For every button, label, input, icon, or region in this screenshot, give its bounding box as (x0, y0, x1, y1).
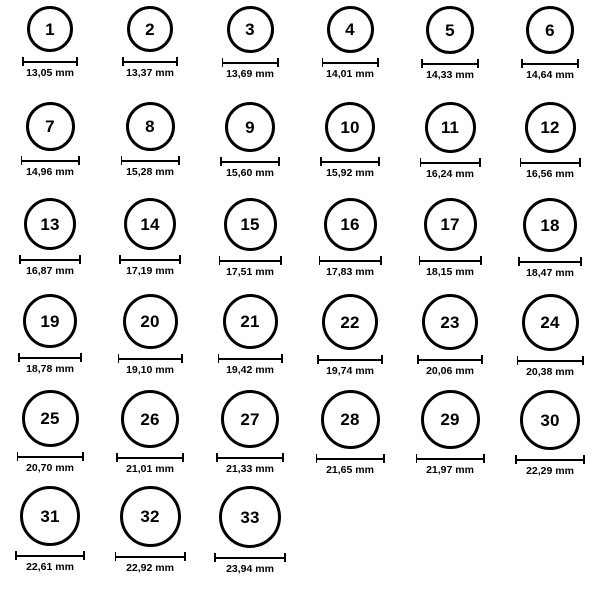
dimension-line (416, 454, 485, 462)
ring-circle (124, 198, 176, 250)
diameter-label: 13,69 mm (226, 68, 274, 80)
dimension-tick-left (216, 453, 218, 462)
ring-size-cell (300, 390, 400, 486)
ring-circle (327, 6, 374, 53)
dimension-tick-left (116, 453, 118, 462)
dimension-line (17, 452, 84, 460)
dimension-bar (219, 260, 282, 262)
dimension-bar (18, 357, 82, 359)
ring-size-label: 15 (240, 215, 260, 234)
ring-circle (522, 294, 579, 351)
dimension-line (222, 58, 279, 66)
dimension-bar (521, 63, 579, 65)
ring-circle (22, 390, 79, 447)
ring-size-cell (100, 102, 200, 198)
dimension-tick-left (222, 58, 224, 67)
dimension-line (220, 157, 280, 165)
diameter-label: 21,97 mm (426, 464, 474, 476)
ring-circle (224, 198, 277, 251)
dimension-line (521, 59, 579, 67)
ring-size-label: 16 (340, 215, 360, 234)
ring-circle (322, 294, 378, 350)
diameter-label: 17,83 mm (326, 266, 374, 278)
ring-size-label: 22 (340, 312, 360, 332)
dimension-tick-right (380, 256, 382, 265)
dimension-tick-left (417, 355, 419, 364)
ring-size-label: 18 (540, 215, 560, 235)
dimension-tick-left (316, 454, 318, 463)
ring-size-cell (500, 198, 600, 294)
dimension-tick-right (381, 355, 383, 364)
dimension-tick-right (79, 255, 81, 264)
dimension-bar (115, 556, 186, 558)
dimension-tick-right (579, 158, 581, 167)
ring-circle (324, 198, 377, 251)
ring-size-cell (100, 486, 200, 582)
dimension-bar (116, 457, 184, 459)
dimension-line (119, 255, 181, 263)
ring-size-label: 5 (445, 20, 455, 40)
diameter-label: 14,33 mm (426, 69, 474, 81)
ring-size-cell (300, 102, 400, 198)
ring-circle (426, 6, 474, 54)
dimension-tick-right (582, 356, 584, 365)
ring-circle (520, 390, 580, 450)
dimension-tick-left (521, 59, 523, 68)
ring-circle (20, 486, 80, 546)
ring-circle (120, 486, 181, 547)
ring-size-cell (100, 198, 200, 294)
diameter-label: 14,64 mm (526, 69, 574, 81)
ring-circle (523, 198, 577, 252)
dimension-tick-right (280, 256, 282, 265)
ring-size-cell (100, 390, 200, 486)
ring-circle (26, 102, 75, 151)
dimension-tick-right (583, 455, 585, 464)
dimension-tick-left (322, 58, 324, 67)
dimension-tick-right (78, 156, 80, 165)
ring-size-label: 10 (340, 117, 360, 137)
dimension-tick-right (480, 256, 482, 265)
ring-circle (227, 6, 274, 53)
dimension-tick-left (214, 553, 216, 562)
dimension-line (214, 553, 286, 561)
ring-circle (526, 6, 574, 54)
dimension-line (21, 156, 80, 164)
ring-circle (24, 198, 76, 250)
dimension-tick-left (317, 355, 319, 364)
dimension-bar (119, 259, 181, 261)
dimension-line (121, 156, 180, 164)
dimension-tick-left (416, 454, 418, 463)
diameter-label: 18,47 mm (526, 267, 574, 279)
dimension-bar (22, 61, 78, 63)
dimension-bar (15, 555, 85, 557)
dimension-line (515, 455, 585, 463)
dimension-bar (417, 359, 483, 361)
ring-size-label: 17 (440, 215, 460, 234)
ring-size-cell (0, 294, 100, 390)
dimension-tick-right (479, 158, 481, 167)
dimension-tick-right (481, 355, 483, 364)
dimension-bar (214, 557, 286, 559)
ring-size-cell (400, 198, 500, 294)
dimension-bar (416, 458, 485, 460)
diameter-label: 15,92 mm (326, 167, 374, 179)
ring-size-label: 32 (140, 507, 160, 526)
dimension-tick-left (19, 255, 21, 264)
ring-size-cell (300, 294, 400, 390)
dimension-bar (421, 63, 479, 65)
ring-circle (424, 198, 477, 251)
dimension-tick-right (577, 59, 579, 68)
ring-size-label: 11 (440, 118, 460, 137)
diameter-label: 14,01 mm (326, 68, 374, 80)
ring-size-cell (0, 390, 100, 486)
ring-size-cell (0, 6, 100, 102)
dimension-tick-right (76, 57, 78, 66)
dimension-bar (518, 261, 582, 263)
diameter-label: 13,37 mm (126, 67, 174, 79)
diameter-label: 13,05 mm (26, 67, 74, 79)
dimension-bar (317, 359, 383, 361)
diameter-label: 17,51 mm (226, 266, 274, 278)
dimension-bar (118, 358, 183, 360)
dimension-tick-left (220, 157, 222, 166)
diameter-label: 19,10 mm (126, 364, 174, 376)
dimension-line (218, 354, 283, 362)
dimension-tick-left (320, 157, 322, 166)
ring-size-cell (400, 294, 500, 390)
dimension-tick-left (121, 156, 123, 165)
dimension-tick-right (378, 157, 380, 166)
dimension-tick-left (520, 158, 522, 167)
dimension-tick-right (282, 453, 284, 462)
dimension-bar (420, 162, 481, 164)
diameter-label: 19,42 mm (226, 364, 274, 376)
ring-size-label: 27 (240, 409, 260, 429)
dimension-tick-right (483, 454, 485, 463)
dimension-tick-left (218, 354, 220, 363)
ring-circle (425, 102, 476, 153)
ring-size-cell (400, 390, 500, 486)
dimension-bar (520, 162, 581, 164)
dimension-tick-left (419, 256, 421, 265)
dimension-tick-left (219, 256, 221, 265)
ring-size-label: 9 (245, 117, 255, 137)
diameter-label: 22,92 mm (126, 562, 174, 574)
ring-circle (127, 6, 173, 52)
ring-size-cell (400, 102, 500, 198)
ring-size-label: 24 (540, 313, 560, 332)
ring-size-label: 14 (140, 214, 160, 234)
dimension-tick-right (377, 58, 379, 67)
ring-size-label: 6 (545, 20, 555, 40)
dimension-tick-right (184, 552, 186, 561)
dimension-bar (19, 259, 81, 261)
dimension-bar (316, 458, 385, 460)
dimension-bar (517, 360, 584, 362)
dimension-line (122, 57, 178, 65)
dimension-tick-right (178, 156, 180, 165)
dimension-line (417, 355, 483, 363)
diameter-label: 17,19 mm (126, 265, 174, 277)
ring-size-cell (200, 6, 300, 102)
dimension-line (22, 57, 78, 65)
dimension-bar (322, 62, 379, 64)
dimension-line (19, 255, 81, 263)
ring-circle (325, 102, 375, 152)
dimension-line (320, 157, 380, 165)
ring-size-cell (500, 390, 600, 486)
ring-size-label: 7 (45, 117, 55, 136)
diameter-label: 16,87 mm (26, 265, 74, 277)
ring-size-cell (400, 6, 500, 102)
ring-size-label: 31 (40, 506, 60, 526)
dimension-bar (122, 61, 178, 63)
dimension-bar (218, 358, 283, 360)
ring-size-label: 29 (440, 410, 460, 429)
diameter-label: 22,29 mm (526, 465, 574, 477)
dimension-tick-right (383, 454, 385, 463)
diameter-label: 14,96 mm (26, 166, 74, 178)
ring-size-cell (200, 198, 300, 294)
ring-size-cell (300, 6, 400, 102)
ring-size-label: 13 (40, 214, 60, 234)
dimension-tick-right (83, 551, 85, 560)
dimension-tick-right (277, 58, 279, 67)
ring-size-cell (0, 198, 100, 294)
dimension-line (420, 158, 481, 166)
ring-circle (422, 294, 478, 350)
ring-size-label: 1 (45, 19, 55, 39)
ring-size-label: 2 (145, 19, 155, 39)
dimension-tick-right (80, 353, 82, 362)
dimension-tick-right (179, 255, 181, 264)
dimension-bar (220, 161, 280, 163)
dimension-tick-right (176, 57, 178, 66)
dimension-line (316, 454, 385, 462)
diameter-label: 16,56 mm (526, 168, 574, 180)
ring-circle (421, 390, 480, 449)
dimension-tick-left (22, 57, 24, 66)
dimension-bar (319, 260, 382, 262)
dimension-tick-right (82, 452, 84, 461)
dimension-line (419, 256, 482, 264)
dimension-line (322, 58, 379, 66)
dimension-bar (320, 161, 380, 163)
dimension-tick-left (119, 255, 121, 264)
ring-size-cell (200, 390, 300, 486)
dimension-tick-right (580, 257, 582, 266)
dimension-tick-right (281, 354, 283, 363)
dimension-tick-left (518, 257, 520, 266)
diameter-label: 20,06 mm (426, 365, 474, 377)
dimension-tick-left (319, 256, 321, 265)
ring-circle (321, 390, 380, 449)
ring-size-label: 4 (345, 20, 355, 39)
dimension-bar (21, 160, 80, 162)
ring-size-cell (500, 102, 600, 198)
dimension-line (520, 158, 581, 166)
ring-circle (23, 294, 77, 348)
dimension-line (517, 356, 584, 364)
dimension-line (15, 551, 85, 559)
ring-circle (219, 486, 281, 548)
dimension-line (115, 552, 186, 560)
dimension-tick-right (477, 59, 479, 68)
ring-size-cell (0, 486, 100, 582)
dimension-line (18, 353, 82, 361)
ring-size-label: 3 (245, 20, 255, 39)
dimension-tick-left (18, 353, 20, 362)
dimension-bar (515, 459, 585, 461)
ring-circle (225, 102, 275, 152)
dimension-line (116, 453, 184, 461)
dimension-tick-right (284, 553, 286, 562)
dimension-bar (419, 260, 482, 262)
dimension-line (118, 354, 183, 362)
dimension-tick-left (17, 452, 19, 461)
dimension-tick-right (278, 157, 280, 166)
ring-size-cell (200, 294, 300, 390)
ring-size-label: 28 (340, 410, 360, 429)
ring-circle (126, 102, 175, 151)
dimension-line (518, 257, 582, 265)
dimension-line (219, 256, 282, 264)
dimension-tick-right (182, 453, 184, 462)
ring-size-cell (300, 198, 400, 294)
diameter-label: 15,28 mm (126, 166, 174, 178)
ring-size-label: 20 (140, 312, 160, 331)
ring-size-label: 23 (440, 312, 460, 332)
dimension-tick-left (517, 356, 519, 365)
dimension-line (319, 256, 382, 264)
diameter-label: 18,15 mm (426, 266, 474, 278)
dimension-bar (216, 457, 284, 459)
dimension-tick-left (420, 158, 422, 167)
ring-size-label: 21 (240, 312, 260, 331)
ring-size-label: 30 (540, 410, 560, 430)
dimension-tick-left (118, 354, 120, 363)
ring-size-cell (200, 486, 300, 582)
dimension-tick-left (15, 551, 17, 560)
diameter-label: 23,94 mm (226, 563, 274, 575)
ring-size-label: 33 (240, 507, 260, 527)
ring-size-label: 12 (540, 118, 560, 137)
ring-circle (525, 102, 576, 153)
dimension-line (317, 355, 383, 363)
diameter-label: 22,61 mm (26, 561, 74, 573)
diameter-label: 21,65 mm (326, 464, 374, 476)
ring-circle (221, 390, 279, 448)
ring-size-label: 8 (145, 117, 155, 136)
ring-size-cell (200, 102, 300, 198)
ring-circle (223, 294, 278, 349)
dimension-tick-left (421, 59, 423, 68)
ring-circle (123, 294, 178, 349)
dimension-tick-right (181, 354, 183, 363)
dimension-bar (222, 62, 279, 64)
dimension-line (421, 59, 479, 67)
diameter-label: 16,24 mm (426, 168, 474, 180)
ring-size-cell (0, 102, 100, 198)
ring-size-label: 26 (140, 409, 160, 429)
ring-size-label: 25 (40, 409, 60, 428)
diameter-label: 19,74 mm (326, 365, 374, 377)
dimension-tick-left (515, 455, 517, 464)
ring-size-cell (100, 294, 200, 390)
ring-circle (27, 6, 73, 52)
ring-circle (121, 390, 179, 448)
dimension-bar (17, 456, 84, 458)
diameter-label: 20,70 mm (26, 462, 74, 474)
diameter-label: 18,78 mm (26, 363, 74, 375)
dimension-tick-left (115, 552, 117, 561)
ring-size-cell (100, 6, 200, 102)
dimension-line (216, 453, 284, 461)
dimension-tick-left (21, 156, 23, 165)
diameter-label: 15,60 mm (226, 167, 274, 179)
diameter-label: 20,38 mm (526, 366, 574, 378)
ring-size-cell (500, 294, 600, 390)
ring-size-cell (500, 6, 600, 102)
ring-size-label: 19 (40, 311, 60, 331)
diameter-label: 21,01 mm (126, 463, 174, 475)
dimension-tick-left (122, 57, 124, 66)
diameter-label: 21,33 mm (226, 463, 274, 475)
dimension-bar (121, 160, 180, 162)
